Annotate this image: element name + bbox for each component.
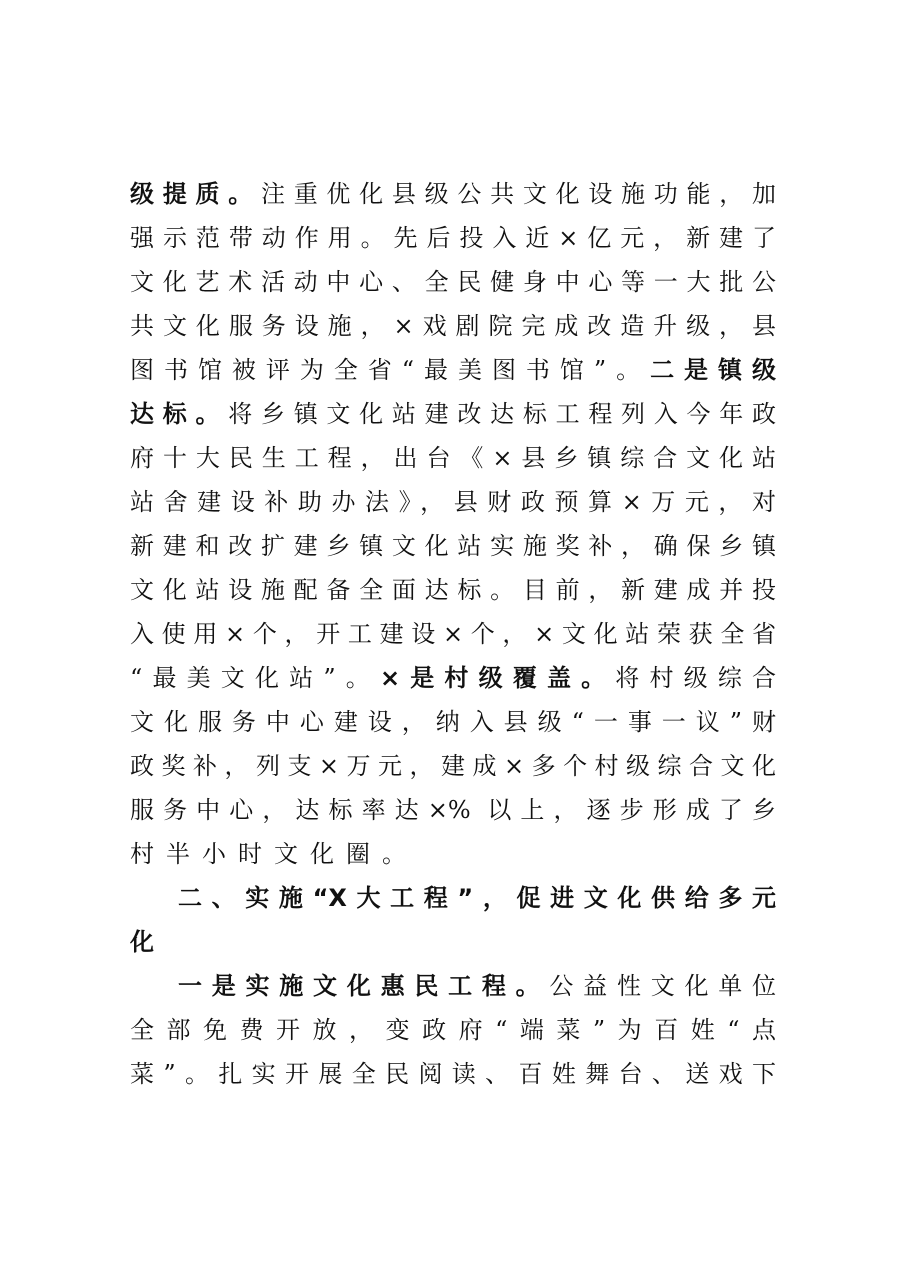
body-line: 一是实施文化惠民工程。公益性文化单位 [178,972,776,1000]
body-line: 政奖补，列支×万元，建成×多个村级综合文化 [130,752,776,780]
body-line: 图书馆被评为全省“最美图书馆”。二是镇级 [130,356,776,384]
body-line: 文化站设施配备全面达标。目前，新建成并投 [130,576,776,604]
body-line: 村半小时文化圈。 [130,840,418,868]
body-line: 府十大民生工程，出台《×县乡镇综合文化站 [130,444,776,472]
body-line: 级提质。注重优化县级公共文化设施功能，加 [130,180,776,208]
section-heading: 化 [130,928,166,956]
body-line: 全部免费开放，变政府“端菜”为百姓“点 [130,1016,776,1044]
body-line: 入使用×个，开工建设×个，×文化站荣获全省 [130,620,776,648]
body-line: 站舍建设补助办法》，县财政预算×万元，对 [130,488,776,516]
body-line: 文化艺术活动中心、全民健身中心等一大批公 [130,268,776,296]
body-line: 强示范带动作用。先后投入近×亿元，新建了 [130,224,776,252]
body-line: 文化服务中心建设，纳入县级“一事一议”财 [130,708,776,736]
body-line: 新建和改扩建乡镇文化站实施奖补，确保乡镇 [130,532,776,560]
section-heading: 二、实施“X大工程”，促进文化供给多元 [178,884,776,912]
body-line: 菜”。扎实开展全民阅读、百姓舞台、送戏下 [130,1060,776,1088]
body-line: “最美文化站”。×是村级覆盖。将村级综合 [130,664,776,692]
body-line: 达标。将乡镇文化站建改达标工程列入今年政 [130,400,776,428]
document-body [130,172,776,1096]
body-line: 服务中心，达标率达×% 以上，逐步形成了乡 [130,796,776,824]
body-line: 共文化服务设施，×戏剧院完成改造升级，县 [130,312,776,340]
